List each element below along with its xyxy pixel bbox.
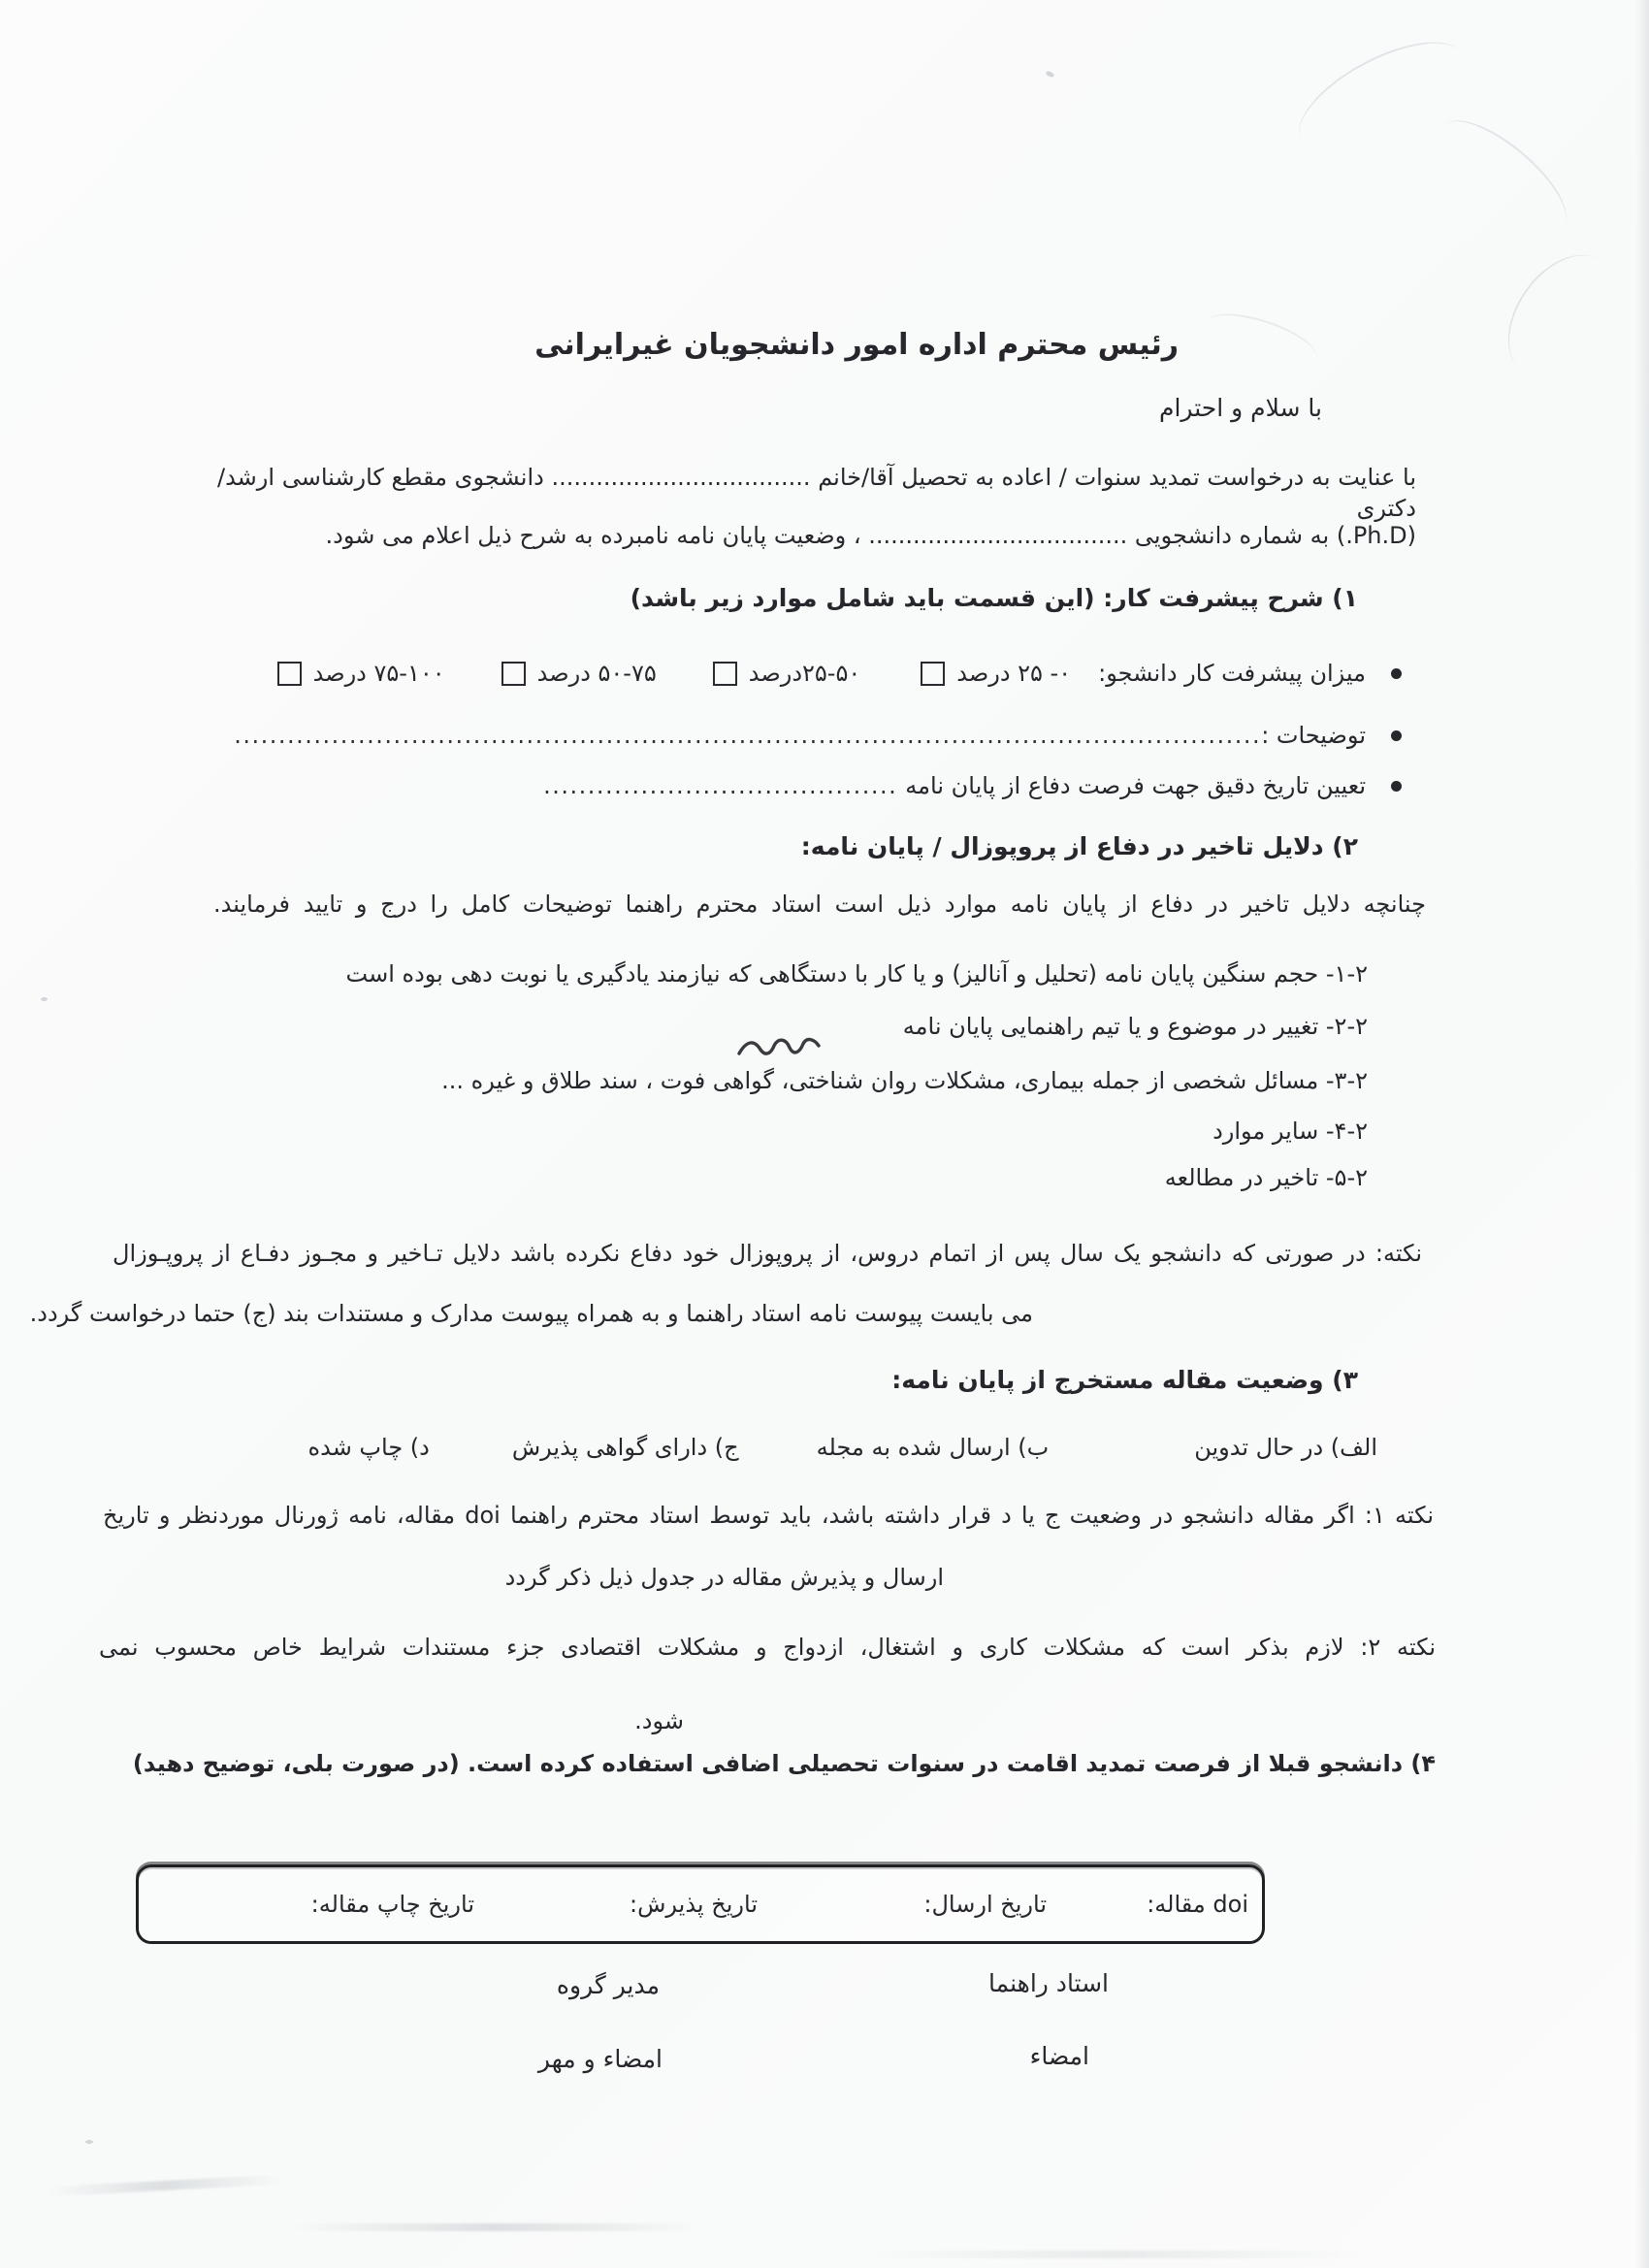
sent-date-field-label: تاریخ ارسال: [923, 1891, 1047, 1918]
article-info-table [136, 1864, 1265, 1944]
department-head-title: مدیر گروه [556, 1971, 660, 1999]
scan-artifact [1199, 303, 1322, 377]
advisor-signature-title: استاد راهنما [988, 1969, 1109, 1997]
section3-heading: ۳) وضعیت مقاله مستخرج از پایان نامه: [891, 1366, 1358, 1394]
scan-artifact [291, 2223, 698, 2231]
scan-artifact [48, 2175, 281, 2197]
scan-artifact [1425, 103, 1582, 248]
pen-scribble [735, 1032, 823, 1061]
article-status-option: د) چاپ شده [307, 1434, 430, 1461]
note2-line-2: شود. [634, 1707, 684, 1734]
scan-artifact [85, 2140, 93, 2144]
progress-checkbox-75-100[interactable] [277, 662, 302, 686]
note1-line-1: نکته ۱: اگر مقاله دانشجو در وضعیت ج یا د قرار داشته باشد، باید توسط استاد محترم راهنما doi مقاله، نامه ژورنال موردنظر و تاریخ [103, 1502, 1435, 1529]
accept-date-field-label: تاریخ پذیرش: [630, 1891, 758, 1918]
scan-artifact [1282, 19, 1482, 177]
section1-heading: ۱) شرح پیشرفت کار: (این قسمت باید شامل موارد زیر باشد) [630, 584, 1358, 612]
bullet-icon [1391, 781, 1402, 792]
article-status-option: الف) در حال تدوین [1194, 1434, 1377, 1461]
head-signature-stamp-label: امضاء و مهر [537, 2045, 663, 2073]
salutation: با سلام و احترام [1159, 394, 1322, 422]
bullet-icon [1391, 668, 1402, 679]
defense-date-blank-field: ........................................ [543, 772, 898, 799]
scan-artifact [873, 2251, 1358, 2258]
progress-checkbox-25-50[interactable] [713, 662, 737, 686]
progress-option-label: ۷۵-۱۰۰ درصد [312, 660, 445, 687]
defense-date-label: تعیین تاریخ دقیق جهت فرصت دفاع از پایان نامه [905, 772, 1366, 799]
delay-reason-item: ۱-۲- حجم سنگین پایان نامه (تحلیل و آنالیز) و یا کار با دستگاهی که نیازمند یادگیری یا نوبت دهی بوده است [345, 960, 1368, 988]
delay-reason-item: ۵-۲- تاخیر در مطالعه [1164, 1164, 1368, 1191]
article-status-option: ب) ارسال شده به مجله [816, 1434, 1050, 1461]
scan-artifact [1045, 70, 1054, 78]
intro-line-1: با عنایت به درخواست تمدید سنوات / اعاده به تحصیل آقا/خانم ................................... دانشجوی مقطع کارشناسی ارشد/ دکتری [217, 464, 1416, 523]
delay-reason-item: ۲-۲- تغییر در موضوع و یا تیم راهنمایی پایان نامه [902, 1013, 1368, 1040]
delay-reason-item: ۴-۲- سایر موارد [1212, 1118, 1368, 1145]
intro-line-2: (Ph.D.) به شماره دانشجویی ................................... ، وضعیت پایان نامه نامبرده به شرح ذیل اعلام می شود. [325, 522, 1416, 549]
section4-line: ۴) دانشجو قبلا از فرصت تمدید اقامت در سنوات تحصیلی اضافی استفاده کرده است. (در صورت بلی، توضیح دهید) [132, 1750, 1436, 1777]
bullet-icon [1391, 730, 1402, 741]
progress-label: میزان پیشرفت کار دانشجو: [1098, 660, 1366, 687]
scanner-edge-shadow [1635, 0, 1649, 2268]
note1-line-2: ارسال و پذیرش مقاله در جدول ذیل ذکر گردد [504, 1564, 944, 1591]
progress-option-label: ۵۰-۷۵ درصد [536, 660, 657, 687]
note-line-2: می بایست پیوست نامه استاد راهنما و به همراه پیوست مدارک و مستندات بند (ج) حتما درخواست گردد. [29, 1300, 1033, 1327]
scan-artifact [1486, 235, 1637, 397]
note2-line-1: نکته ۲: لازم بذکر است که مشکلات کاری و اشتغال، ازدواج و مشکلات اقتصادی جزء مستندات شرایط خاص محسوب نمی [99, 1634, 1436, 1661]
delay-reason-item: ۳-۲- مسائل شخصی از جمله بیماری، مشکلات روان شناختی، گواهی فوت ، سند طلاق و غیره ... [441, 1067, 1368, 1094]
scan-artifact [41, 997, 48, 1001]
progress-option-label: ۲۵-۵۰درصد [748, 660, 861, 687]
progress-option-label: ۰- ۲۵ درصد [956, 660, 1072, 687]
comments-label: توضیحات : [1261, 722, 1366, 749]
comments-blank-field: .................................................................................................................... [234, 722, 1262, 749]
doi-field-label: doi مقاله: [1147, 1891, 1248, 1918]
letter-title: رئیس محترم اداره امور دانشجویان غیرایرانی [534, 328, 1179, 362]
print-date-field-label: تاریخ چاپ مقاله: [310, 1891, 474, 1918]
section2-intro: چنانچه دلایل تاخیر در دفاع از پایان نامه موارد ذیل است استاد محترم راهنما توضیحات کامل را درج و تایید فرمایند. [213, 891, 1426, 918]
section2-heading: ۲) دلایل تاخیر در دفاع از پروپوزال / پایان نامه: [800, 832, 1358, 860]
advisor-signature-label: امضاء [1029, 2042, 1089, 2070]
progress-checkbox-0-25[interactable] [921, 662, 945, 686]
progress-checkbox-50-75[interactable] [501, 662, 526, 686]
note-line-1: نکته: در صورتی که دانشجو یک سال پس از اتمام دروس، از پروپوزال خود دفاع نکرده باشد دلایل تـاخیر و مجـوز دفـاع از پروپـوزال [113, 1240, 1422, 1267]
article-status-option: ج) دارای گواهی پذیرش [511, 1434, 739, 1461]
